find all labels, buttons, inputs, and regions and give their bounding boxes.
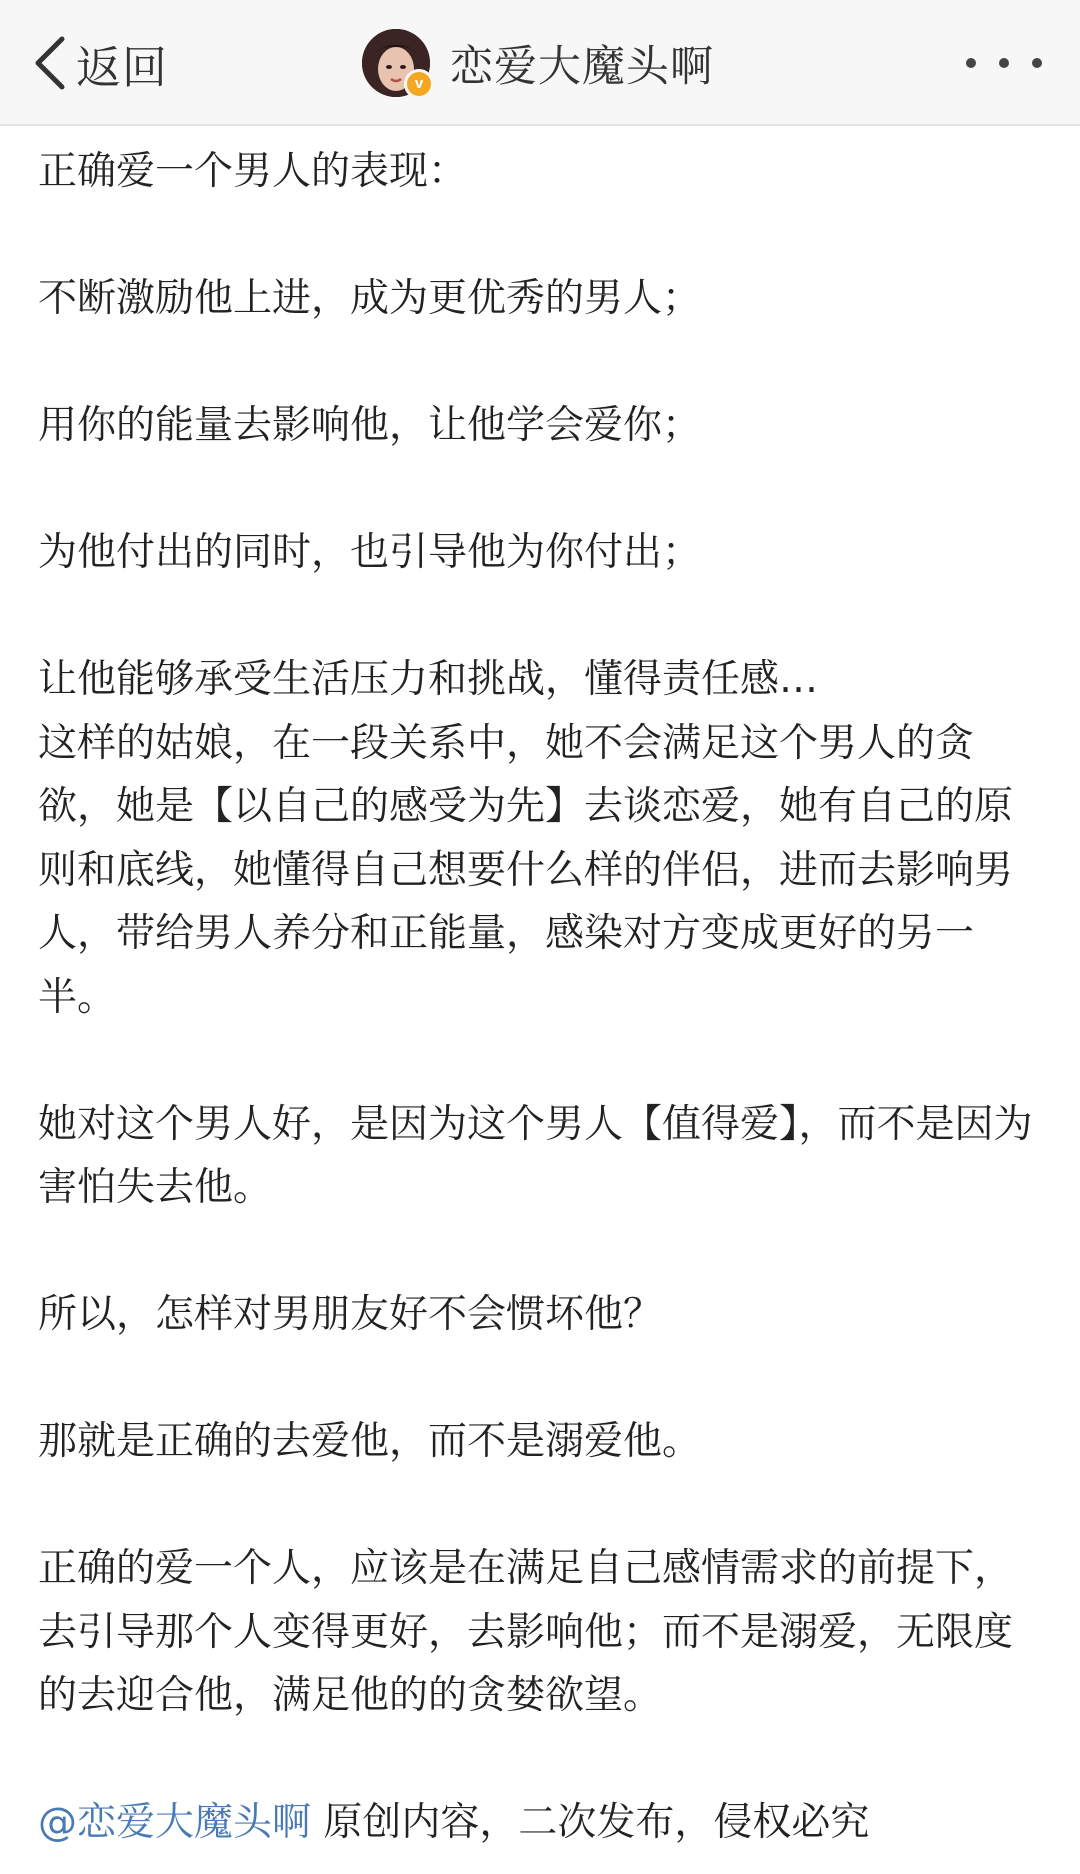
- paragraph: 不断激励他上进，成为更优秀的男人；: [38, 276, 702, 321]
- copyright-notice: [38, 1791, 1048, 1855]
- page-title: 恋爱大魔头啊: [450, 41, 714, 92]
- account-header[interactable]: [362, 27, 714, 99]
- paragraph: 为他付出的同时，也引导他为你付出；: [38, 530, 702, 575]
- copyright-text: 原创内容，二次发布，侵权必究: [311, 1800, 870, 1845]
- paragraph: 正确爱一个男人的表现：: [38, 149, 468, 194]
- back-button[interactable]: [30, 30, 168, 96]
- more-dot: [999, 58, 1009, 68]
- top-navigation-bar: [0, 0, 1080, 126]
- mention-link[interactable]: @恋爱大魔头啊: [38, 1800, 312, 1845]
- article-body: [38, 140, 1048, 1855]
- more-options-icon[interactable]: [966, 48, 1042, 78]
- paragraph: 她对这个男人好，是因为这个男人【值得爱】，而不是因为害怕失去他。: [38, 1101, 1033, 1210]
- verified-badge-icon: v: [404, 69, 434, 99]
- paragraph: 这样的姑娘，在一段关系中，她不会满足这个男人的贪欲，她是【以自己的感受为先】去谈恋爱，她有自己的原则和底线，她懂得自己想要什么样的伴侣，进而去影响男人，带给男人养分和正能量，感染对方变成更好的另一半。: [38, 720, 1014, 1020]
- avatar[interactable]: [362, 29, 430, 97]
- paragraph: 让他能够承受生活压力和挑战，懂得责任感…: [38, 657, 819, 702]
- more-dot: [1032, 58, 1042, 68]
- more-dot: [966, 58, 976, 68]
- paragraph: 那就是正确的去爱他，而不是溺爱他。: [38, 1419, 702, 1464]
- paragraph: 所以，怎样对男朋友好不会惯坏他？: [38, 1292, 663, 1337]
- back-label: 返回: [76, 40, 169, 94]
- paragraph: 正确的爱一个人，应该是在满足自己感情需求的前提下，去引导那个人变得更好，去影响他；而不是溺爱，无限度的去迎合他，满足他的的贪婪欲望。: [38, 1546, 1014, 1718]
- chevron-left-icon: [30, 31, 70, 95]
- paragraph: 用你的能量去影响他，让他学会爱你；: [38, 403, 702, 448]
